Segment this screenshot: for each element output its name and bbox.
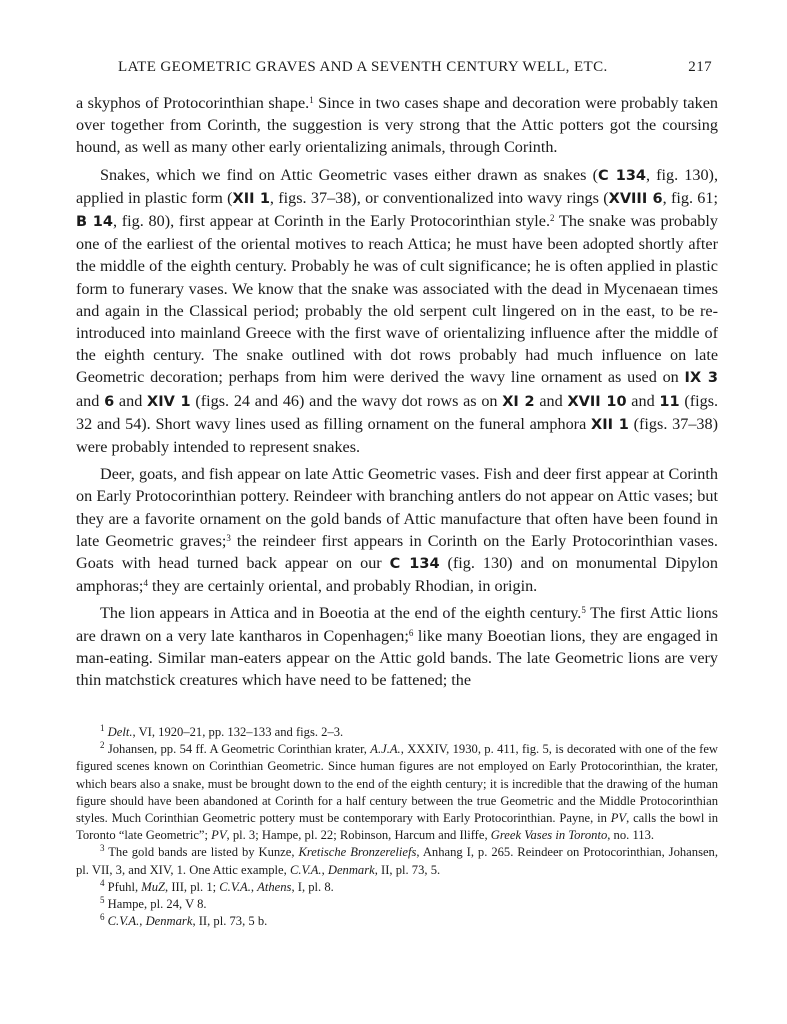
catalogue-ref: XIV 1	[147, 393, 191, 410]
running-header	[118, 59, 712, 83]
catalogue-ref: XII 1	[591, 416, 629, 433]
page-number: 217	[688, 59, 712, 75]
catalogue-ref: C 134	[389, 556, 440, 573]
catalogue-ref: XI 2	[502, 393, 535, 410]
catalogue-ref: XVII 10	[567, 393, 627, 410]
footnote-ref-6[interactable]: 6	[408, 627, 414, 638]
footnote-5: $^5$ Hampe, pl. 24, V 8.	[100, 895, 207, 912]
paragraph-4: The lion appears in Attica and in Boeotia at the end of the eighth century.$^5$ The first Attic lions are drawn on a very late kantharos in Copenhagen;$^6$ like many Boeotian lions, they are engaged in man-eating. Similar man-eaters appear on the Attic gold bands. The late Geometric lions are very thin matchstick creatures which have need to be fattened; the	[76, 604, 718, 690]
footnote-ref-2[interactable]: 2	[550, 213, 555, 224]
catalogue-ref: XVIII 6	[608, 190, 663, 207]
footnote-2: $^2$ Johansen, pp. 54 ff. A Geometric Corinthian krater, A.J.A., XXXIV, 1930, p. 411, fig. 5, is decorated with one of the few figured scenes known on Corinthian Geometric. Since human figures are not employed on Early Protocorinthian, the krater, which bears also a snake, must be brought down to the end of the eighth century; it is incredible that the drawing of the human figure should have been abandoned at Corinth for a half century between the true Geometric and the Middle Protocorinthian styles. Much Corinthian Geometric pottery must be contemporary with Early Protocorinthian. Payne, in PV, calls the bowl in Toronto “late Geometric”; PV, pl. 3; Hampe, pl. 22; Robinson, Harcum and Iliffe, Greek Vases in Toronto, no. 113.	[76, 740, 719, 843]
catalogue-ref: C 134	[597, 167, 646, 184]
paragraph-1: a skyphos of Protocorinthian shape.$^1$ Since in two cases shape and decoration were probably taken over together from Corinth, the suggestion is very strong that the Attic potters got the coursing hound, as well as many other early orientalizing animals, through Corinth.	[76, 94, 718, 157]
footnote-ref-3[interactable]: 3	[226, 532, 231, 543]
footnote-6: $^6$ C.V.A., Denmark, II, pl. 73, 5 b.	[100, 912, 268, 929]
running-title: LATE GEOMETRIC GRAVES AND A SEVENTH CENTURY WELL, ETC.	[118, 59, 608, 75]
catalogue-ref: 6	[104, 393, 115, 410]
footnotes	[76, 724, 718, 930]
footnote-ref-4[interactable]: 4	[143, 578, 148, 589]
footnote-ref-1[interactable]: 1	[309, 95, 314, 105]
catalogue-ref: XII 1	[232, 190, 270, 207]
paragraph-2: Snakes, which we find on Attic Geometric vases either drawn as snakes (C 134, fig. 130), applied in plastic form (XII 1, figs. 37–38), or conventionalized into wavy rings (XVIII 6, fig. 61; B 14, fig. 80), first appear at Corinth in the Early Protocorinthian style.$^2$ The snake was probably one of the earliest of the oriental motives to reach Attica; he must have been adopted shortly after the middle of the eighth century. Probably he was of cult significance; he is often applied in plastic form to funerary vases. We know that the snake was associated with the dead in Mycenaean times and again in the Classical period; probably the old serpent cult lingered on in the east, to be re-introduced into mainland Greece with the first wave of orientalizing influence after the middle of the eighth century. The snake outlined with dot rows probably had much influence on late Geometric decoration; perhaps from him were derived the wavy line ornament as used on IX 3 and 6 and XIV 1 (figs. 24 and 46) and the wavy dot rows as on XI 2 and XVII 10 and 11 (figs. 32 and 54). Short wavy lines used as filling ornament on the funeral amphora XII 1 (figs. 37–38) were probably intended to represent snakes.	[76, 165, 719, 457]
footnote-1: $^1$ Delt., VI, 1920–21, pp. 132–133 and figs. 2–3.	[100, 723, 344, 739]
catalogue-ref: 11	[659, 393, 680, 410]
paragraph-3: Deer, goats, and fish appear on late Attic Geometric vases. Fish and deer first appear at Corinth on Early Protocorinthian pottery. Reindeer with branching antlers do not appear on Attic vases; but they are a favorite ornament on the gold bands of Attic manufacture that often have been found in late Geometric graves;$^3$ the reindeer first appears in Corinth on the Early Protocorinthian vases. Goats with head turned back appear on our C 134 (fig. 130) and on monumental Dipylon amphoras;$^4$ they are certainly oriental, and probably Rhodian, in origin.	[76, 465, 718, 596]
catalogue-ref: IX 3	[684, 370, 718, 387]
footnote-ref-5[interactable]: 5	[581, 605, 586, 616]
catalogue-ref: B 14	[76, 214, 113, 231]
body-text	[76, 92, 718, 696]
footnote-4: $^4$ Pfuhl, MuZ, III, pl. 1; C.V.A., Athens, I, pl. 8.	[100, 877, 334, 894]
footnote-3: $^3$ The gold bands are listed by Kunze, Kretische Bronzereliefs, Anhang I, p. 265. Reindeer on Protocorinthian, Johansen, pl. VII, 3, and XIV, 1. One Attic example, C.V.A., Denmark, II, pl. 73, 5.	[76, 843, 718, 877]
